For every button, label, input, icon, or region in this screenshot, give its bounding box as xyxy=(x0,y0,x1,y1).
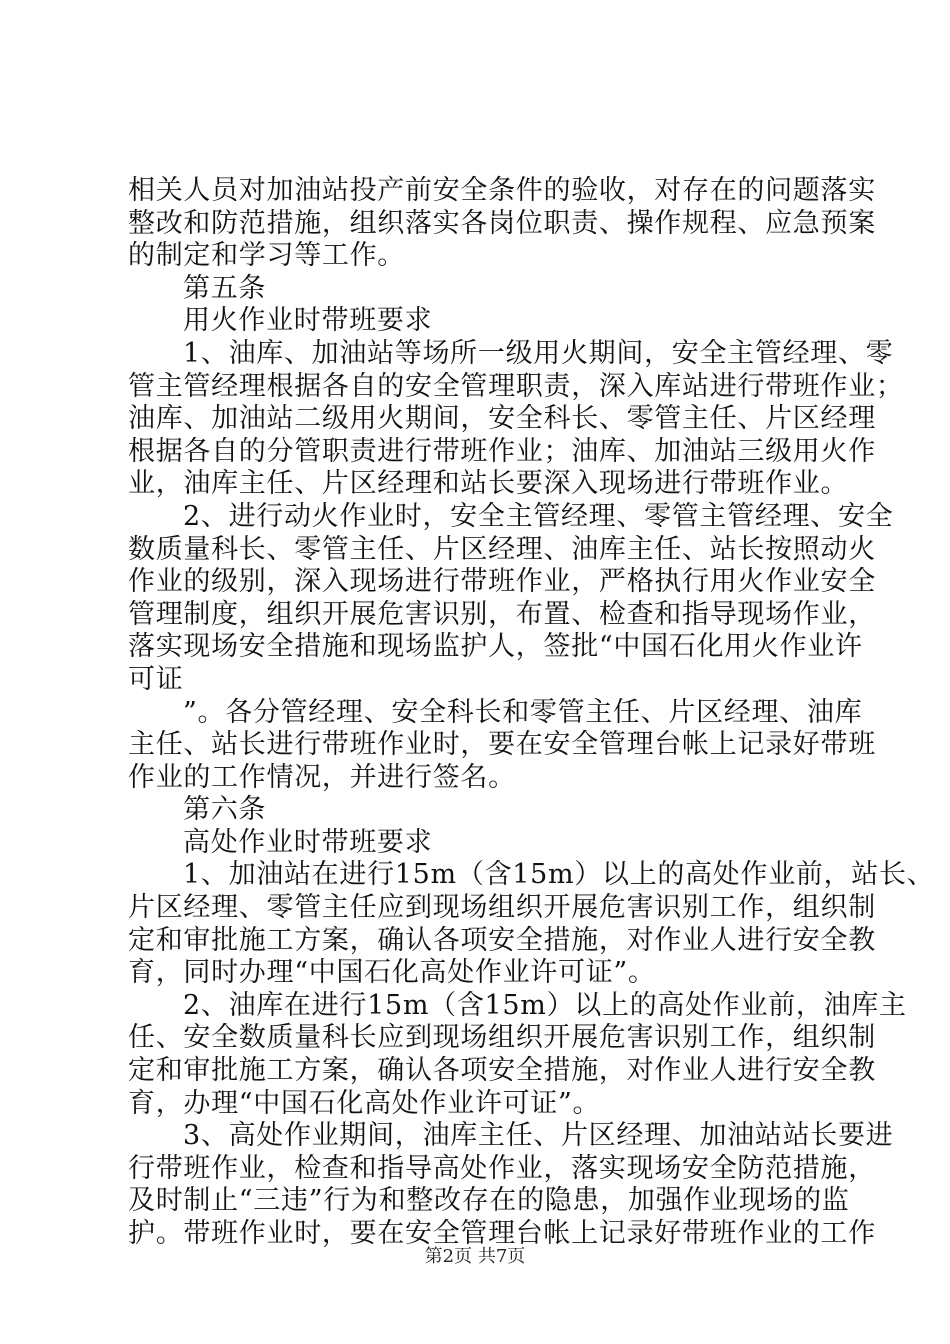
text-line: 第五条 xyxy=(183,272,267,304)
page-footer: 第2页 共7页 xyxy=(424,1246,526,1267)
text-line: 油库、加油站二级用火期间，安全科长、零管主任、片区经理 xyxy=(128,403,876,435)
text-line: 定和审批施工方案，确认各项安全措施，对作业人进行安全教 xyxy=(128,924,876,956)
text-line: ”。各分管经理、安全科长和零管主任、片区经理、油库 xyxy=(183,696,863,728)
text-line: 2、进行动火作业时，安全主管经理、零管主管经理、安全 xyxy=(183,500,894,532)
text-line: 整改和防范措施，组织落实各岗位职责、操作规程、应急预案 xyxy=(128,207,876,239)
text-line: 育，办理“中国石化高处作业许可证”。 xyxy=(128,1087,601,1119)
text-line: 1、油库、加油站等场所一级用火期间，安全主管经理、零 xyxy=(183,337,894,369)
text-line: 及时制止“三违”行为和整改存在的隐患，加强作业现场的监 xyxy=(128,1185,850,1217)
text-line: 落实现场安全措施和现场监护人，签批“中国石化用火作业许 xyxy=(128,631,863,663)
text-line: 护。带班作业时，要在安全管理台帐上记录好带班作业的工作 xyxy=(128,1218,876,1249)
text-line: 主任、站长进行带班作业时，要在安全管理台帐上记录好带班 xyxy=(128,729,876,761)
text-line: 2、油库在进行15m（含15m）以上的高处作业前，油库主 xyxy=(183,989,907,1021)
text-line: 可证 xyxy=(128,663,184,695)
text-line: 高处作业时带班要求 xyxy=(183,826,433,858)
text-line: 作业的级别，深入现场进行带班作业，严格执行用火作业安全 xyxy=(128,566,876,598)
text-line: 的制定和学习等工作。 xyxy=(128,240,405,272)
text-line: 育，同时办理“中国石化高处作业许可证”。 xyxy=(128,957,656,989)
text-line: 作业的工作情况，并进行签名。 xyxy=(128,761,516,793)
text-line: 数质量科长、零管主任、片区经理、油库主任、站长按照动火 xyxy=(128,533,876,565)
text-line: 定和审批施工方案，确认各项安全措施，对作业人进行安全教 xyxy=(128,1055,876,1087)
text-line: 相关人员对加油站投产前安全条件的验收，对存在的问题落实 xyxy=(128,175,876,206)
document-body xyxy=(128,175,935,1251)
text-line: 行带班作业，检查和指导高处作业，落实现场安全防范措施， xyxy=(128,1152,876,1184)
text-line: 3、高处作业期间，油库主任、片区经理、加油站站长要进 xyxy=(183,1120,894,1152)
text-line: 任、安全数质量科长应到现场组织开展危害识别工作，组织制 xyxy=(128,1022,876,1054)
text-line: 片区经理、零管主任应到现场组织开展危害识别工作，组织制 xyxy=(128,892,876,924)
text-line: 业，油库主任、片区经理和站长要深入现场进行带班作业。 xyxy=(128,468,849,500)
text-line: 第六条 xyxy=(183,794,267,826)
text-line: 管理制度，组织开展危害识别，布置、检查和指导现场作业， xyxy=(128,598,876,630)
text-line: 管主管经理根据各自的安全管理职责，深入库站进行带班作业； xyxy=(128,370,904,402)
text-line: 根据各自的分管职责进行带班作业；油库、加油站三级用火作 xyxy=(128,435,876,467)
text-line: 用火作业时带班要求 xyxy=(183,305,433,337)
text-line: 1、加油站在进行15m（含15m）以上的高处作业前，站长、 xyxy=(183,859,935,891)
